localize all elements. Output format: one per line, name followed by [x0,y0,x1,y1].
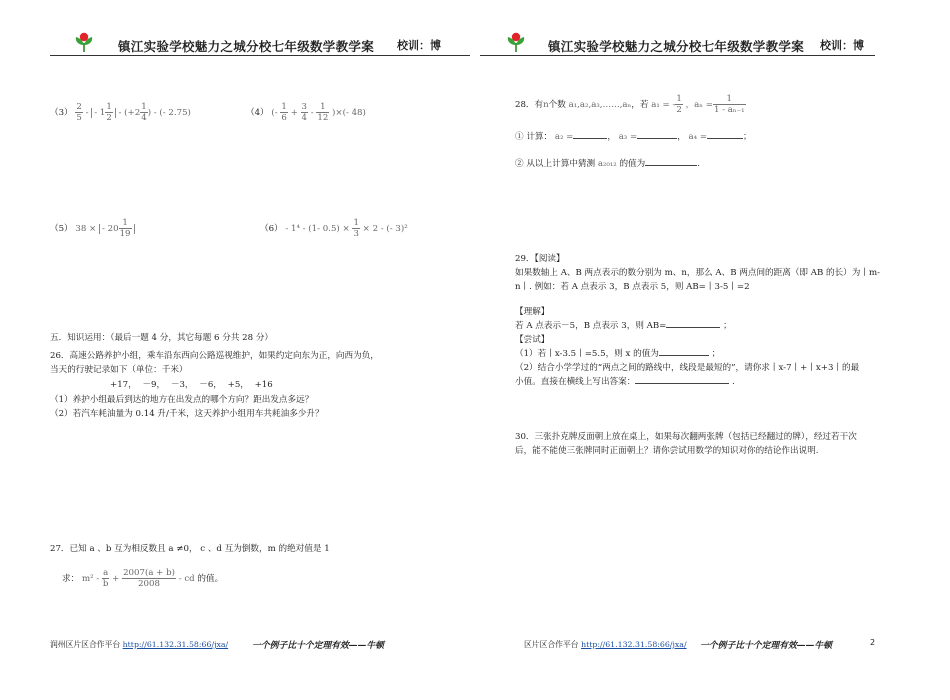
header-title: 镇江实验学校魅力之城分校七年级数学教学案 [118,39,375,54]
question-26-line1: 26．高速公路养护小组，乘车沿东西向公路巡视维护，如果约定向东为正，向西为负， [50,351,379,361]
header-rule [50,55,470,56]
question-29-heading: 29．【阅读】 [515,254,565,264]
header-rule [480,55,875,56]
question-27-expression: 求： m² - $\frac{a}{b}$ + $\frac{2007(a + b)}{2008}$ - cd 的值。 [62,568,224,589]
problem-5: （5） 38 × - 20 $\frac{1}{19}$ [50,218,135,239]
question-29-read1: 如果数轴上 A、B 两点表示的数分别为 m、n，那么 A、B 两点间的距离（即 AB 的长）为丨m- [515,268,881,278]
school-logo-icon [73,31,95,53]
header-motto: 校训：博 [397,39,441,52]
question-29-understand: 若 A 点表示－5，B 点表示 3，则 AB= ； [515,321,732,331]
footer-right: 区片区合作平台 http://61.132.31.58:66/jxa/ [524,640,687,649]
question-26-data: +17， －9， －3， －6， +5， +16 [110,380,273,390]
question-28-part1: ① 计算： a₂ = ， a₃ = ， a₄ = ； [515,132,752,142]
problem-4: （4） (- $\frac{1}{6}$ + $\frac{3}{4}$ - $\frac{1}{12}$ )×(- 48) [246,102,366,123]
problem-3: （3） $\frac{2}{5}$ - - 1 $\frac{1}{2}$ - (+2 $\frac{1}{4}$ ) - (- 2.75) [50,102,191,123]
platform-link[interactable]: http://61.132.31.58:66/jxa/ [122,640,229,649]
header-motto: 校训：博 [820,39,864,52]
question-26-line2: 当天的行驶记录如下（单位：千米） [50,365,188,375]
footer-quote: 一个例子比十个定理有效——牛顿 [252,641,384,651]
question-29-read2: n丨. 例如：若 A 点表示 3，B 点表示 5，则 AB=丨3-5丨=2 [515,282,750,292]
question-29-try-heading: 【尝试】 [515,335,550,345]
footer-quote: 一个例子比十个定理有效——牛顿 [700,641,832,651]
question-29-understand-heading: 【理解】 [515,307,550,317]
question-29-try1: （1）若丨x-3.5丨=5.5，则 x 的值为 ； [515,349,721,359]
school-logo-icon [505,31,527,53]
question-29-try2b: 小值。直接在横线上写出答案： . [515,377,735,387]
question-29-try2a: （2）结合小学学过的“两点之间的路线中，线段是最短的”，请你求丨x-7丨+丨x+3丨的最 [515,363,860,373]
platform-link[interactable]: http://61.132.31.58:66/jxa/ [581,640,687,649]
section-heading: 五．知识运用：（最后一题 4 分，其它每题 6 分共 28 分） [50,333,274,343]
question-30-line1: 30．三张扑克牌反面朝上放在桌上，如果每次翻两张牌（包括已经翻过的牌），经过若干次 [515,432,857,442]
question-28-part2: ② 从以上计算中猜测 a₂₀₁₂ 的值为 . [515,159,700,169]
question-27-line1: 27．已知 a 、b 互为相反数且 a ≠0， c 、d 互为倒数，m 的绝对值是 1 [50,544,330,554]
problem-6: （6） - 1⁴ - (1- 0.5) × $\frac{1}{3}$ × 2 - (- 3)² [260,218,408,239]
question-26-part1: （1）养护小组最后到达的地方在出发点的哪个方向？距出发点多远？ [50,395,314,405]
question-28-intro: 28．有n个数 a₁,a₂,a₃,……,aₙ，若 a₁ = - $\frac{1}{2}$ ，aₙ = $\frac{1}{\text{1 - aₙ₋₁}}$ [515,94,745,115]
footer-left: 润州区片区合作平台 http://61.132.31.58:66/jxa/ [50,640,229,649]
header-title: 镇江实验学校魅力之城分校七年级数学教学案 [548,39,805,54]
question-30-line2: 后，能不能使三张牌同时正面朝上？请你尝试用数学的知识对你的结论作出说明. [515,446,819,456]
page-number: 2 [870,638,876,647]
question-26-part2: （2）若汽车耗油量为 0.14 升/千米，这天养护小组用车共耗油多少升？ [50,409,324,419]
